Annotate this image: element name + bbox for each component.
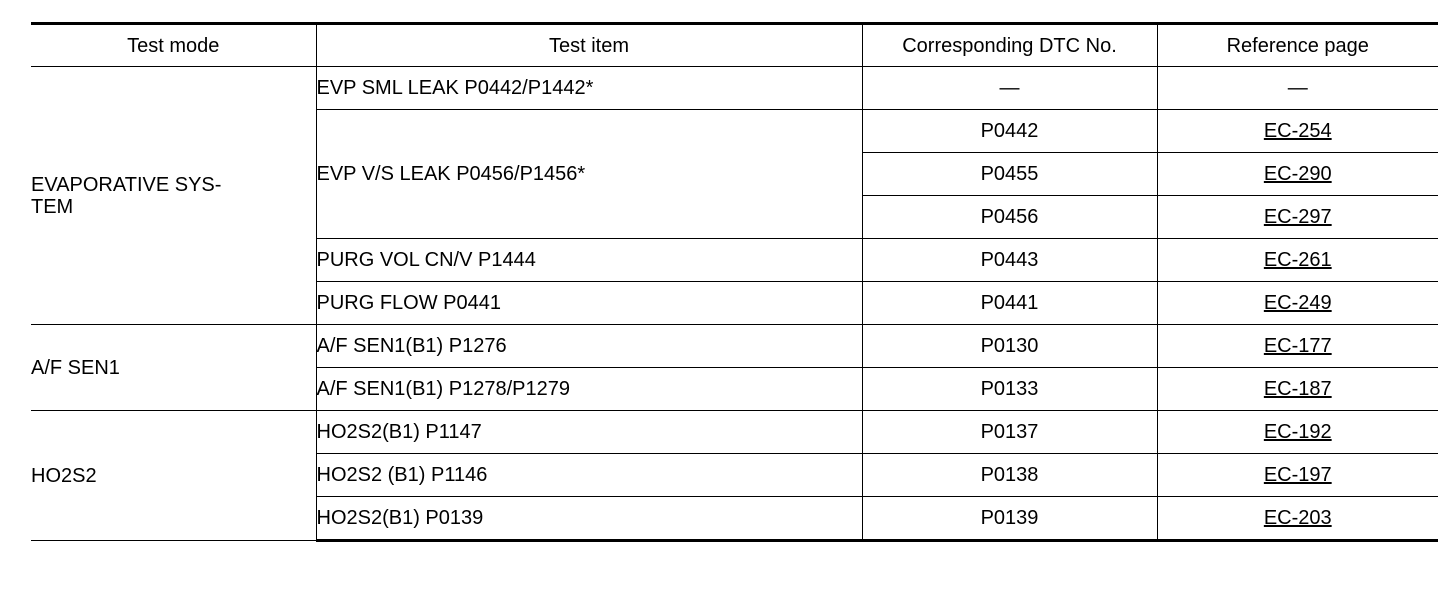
table-row: [31, 325, 1438, 368]
reference-page-link[interactable]: EC-192: [1263, 421, 1332, 443]
reference-page-link[interactable]: EC-203: [1263, 507, 1332, 529]
reference-page-cell: [1157, 196, 1438, 239]
dtc-number-cell: P0443: [862, 239, 1157, 282]
reference-page-link[interactable]: EC-254: [1263, 120, 1332, 142]
reference-page-cell: [1157, 110, 1438, 153]
reference-page-link[interactable]: EC-261: [1263, 249, 1332, 271]
reference-page-link[interactable]: EC-290: [1263, 163, 1332, 185]
reference-page-cell: [1157, 153, 1438, 196]
test-item-cell: HO2S2(B1) P1147: [316, 411, 862, 454]
test-item-cell: A/F SEN1(B1) P1276: [316, 325, 862, 368]
header-test-item: Test item: [316, 24, 862, 67]
dtc-number-cell: P0139: [862, 497, 1157, 541]
dtc-number-cell: P0456: [862, 196, 1157, 239]
test-item-cell: HO2S2(B1) P0139: [316, 497, 862, 541]
reference-page-link[interactable]: EC-187: [1263, 378, 1332, 400]
reference-page-cell: [1157, 411, 1438, 454]
reference-page-cell: [1157, 325, 1438, 368]
reference-page-cell: [1157, 282, 1438, 325]
reference-page-link[interactable]: EC-197: [1263, 464, 1332, 486]
header-reference-page: Reference page: [1157, 24, 1438, 67]
test-item-cell: EVP V/S LEAK P0456/P1456*: [316, 110, 862, 239]
reference-page-cell: [1157, 368, 1438, 411]
reference-page-cell: [1157, 239, 1438, 282]
dtc-number-cell: P0441: [862, 282, 1157, 325]
dtc-number-cell: —: [862, 67, 1157, 110]
dtc-number-cell: P0455: [862, 153, 1157, 196]
table-row: [31, 67, 1438, 110]
dtc-number-cell: P0130: [862, 325, 1157, 368]
reference-page-cell: [1157, 454, 1438, 497]
dtc-number-cell: P0137: [862, 411, 1157, 454]
dtc-number-cell: P0138: [862, 454, 1157, 497]
reference-page-link[interactable]: EC-249: [1263, 292, 1332, 314]
header-test-mode: Test mode: [31, 24, 316, 67]
test-mode-cell: HO2S2: [31, 411, 316, 541]
table-body: [31, 67, 1438, 541]
test-item-cell: EVP SML LEAK P0442/P1442*: [316, 67, 862, 110]
reference-page-cell: [1157, 497, 1438, 541]
reference-page-cell: —: [1157, 67, 1438, 110]
dtc-number-cell: P0442: [862, 110, 1157, 153]
test-mode-cell: A/F SEN1: [31, 325, 316, 411]
dtc-table: [31, 22, 1438, 542]
header-row: [31, 24, 1438, 67]
header-dtc-no: Corresponding DTC No.: [862, 24, 1157, 67]
table-row: [31, 411, 1438, 454]
test-mode-cell: EVAPORATIVE SYS- TEM: [31, 67, 316, 325]
reference-page-link[interactable]: EC-177: [1263, 335, 1332, 357]
dtc-table-container: [31, 22, 1438, 542]
test-item-cell: PURG FLOW P0441: [316, 282, 862, 325]
reference-page-link[interactable]: EC-297: [1263, 206, 1332, 228]
test-item-cell: A/F SEN1(B1) P1278/P1279: [316, 368, 862, 411]
test-item-cell: HO2S2 (B1) P1146: [316, 454, 862, 497]
dtc-number-cell: P0133: [862, 368, 1157, 411]
test-item-cell: PURG VOL CN/V P1444: [316, 239, 862, 282]
